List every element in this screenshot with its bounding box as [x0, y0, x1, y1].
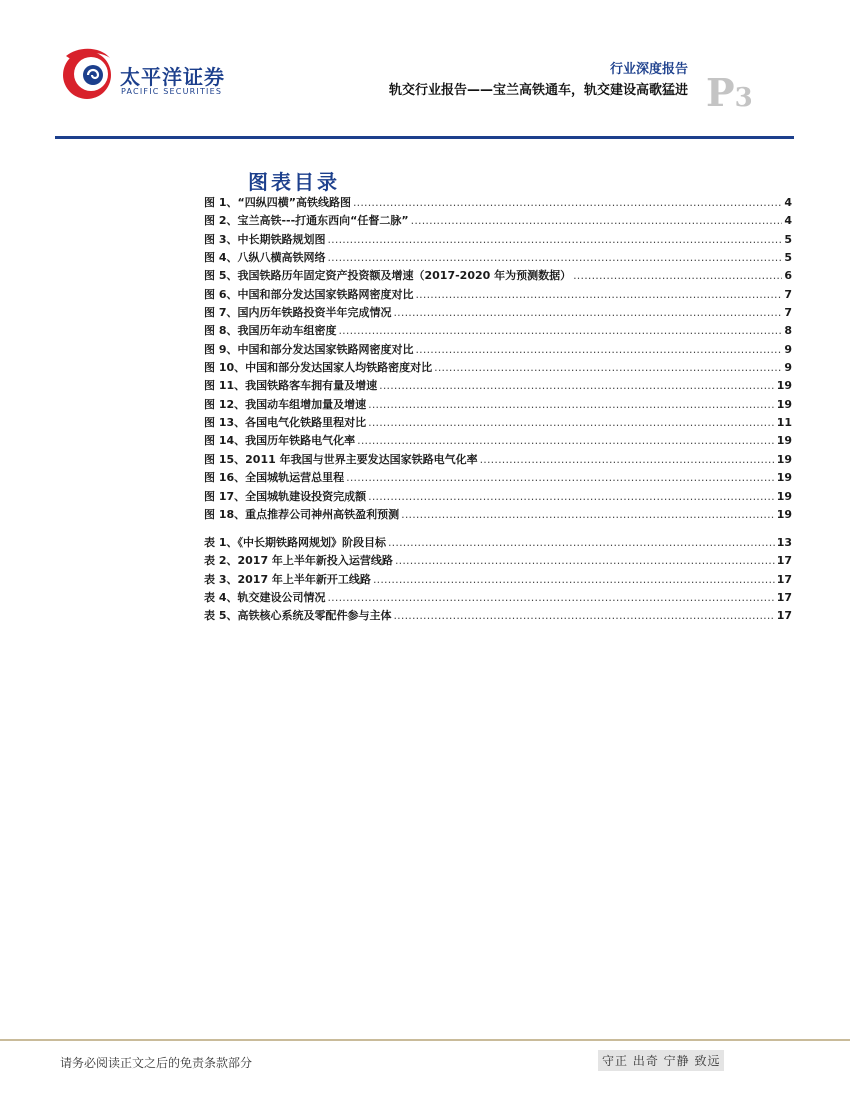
leader-dots — [379, 377, 775, 395]
table-list — [204, 534, 792, 626]
toc-entry[interactable] — [204, 359, 792, 377]
page-prefix: P — [706, 70, 735, 115]
toc-entry[interactable] — [204, 506, 792, 524]
toc-entry[interactable] — [204, 286, 792, 304]
toc-entry[interactable] — [204, 451, 792, 469]
toc-entry-page: 7 — [784, 306, 792, 320]
toc-entry-label: 图 5、我国铁路历年固定资产投资额及增速（2017-2020 年为预测数据） — [204, 269, 572, 283]
report-title: 轨交行业报告——宝兰高铁通车，轨交建设高歌猛进 — [388, 83, 688, 98]
leader-dots — [388, 534, 775, 552]
leader-dots — [395, 552, 775, 570]
toc-entry[interactable] — [204, 194, 792, 212]
toc-entry-label: 图 15、2011 年我国与世界主要发达国家铁路电气化率 — [204, 452, 478, 466]
leader-dots — [573, 267, 782, 285]
toc-entry-page: 17 — [776, 554, 792, 568]
toc-entry[interactable] — [204, 414, 792, 432]
pacific-securities-logo-icon — [58, 44, 116, 102]
toc-entry-page: 19 — [776, 471, 792, 485]
toc-entry-label: 图 18、重点推荐公司神州高铁盈利预测 — [204, 507, 400, 521]
toc-entry[interactable] — [204, 488, 792, 506]
toc-entry-page: 9 — [784, 361, 792, 375]
toc-entry-page: 5 — [784, 251, 792, 265]
toc-entry[interactable] — [204, 607, 792, 625]
toc-entry[interactable] — [204, 249, 792, 267]
footer-disclaimer: 请务必阅读正文之后的免责条款部分 — [60, 1056, 253, 1070]
toc-entry-page: 7 — [784, 287, 792, 301]
leader-dots — [415, 341, 782, 359]
toc-entry-page: 6 — [784, 269, 792, 283]
leader-dots — [368, 414, 775, 432]
page-number — [706, 70, 753, 115]
toc-entry-label: 图 6、中国和部分发达国家铁路网密度对比 — [204, 287, 414, 301]
leader-dots — [327, 249, 782, 267]
leader-dots — [368, 396, 775, 414]
leader-dots — [393, 607, 774, 625]
header-rule — [55, 136, 794, 139]
leader-dots — [480, 451, 775, 469]
leader-dots — [353, 194, 782, 212]
toc-entry-label: 图 12、我国动车组增加量及增速 — [204, 397, 367, 411]
toc-entry-label: 图 4、八纵八横高铁网络 — [204, 251, 326, 265]
toc-entry-page: 19 — [776, 489, 792, 503]
toc-entry-page: 13 — [776, 536, 792, 549]
toc-entry-label: 图 2、宝兰高铁---打通东西向“任督二脉” — [204, 214, 409, 228]
leader-dots — [393, 304, 782, 322]
toc-entry-label: 表 2、2017 年上半年新投入运营线路 — [204, 554, 393, 568]
toc-entry-page: 19 — [776, 397, 792, 411]
page-number-value: 3 — [734, 83, 753, 113]
footer-motto: 守正 出奇 宁静 致远 — [598, 1050, 724, 1071]
leader-dots — [346, 469, 775, 487]
toc-entry[interactable] — [204, 571, 792, 589]
toc-entry-page: 19 — [776, 452, 792, 466]
toc-entry-label: 图 3、中长期铁路规划图 — [204, 232, 326, 246]
figure-list — [204, 194, 792, 524]
brand-name-cn: 太平洋证券 — [120, 65, 225, 89]
toc-entry-page: 9 — [784, 342, 792, 356]
toc-entry[interactable] — [204, 341, 792, 359]
toc-entry[interactable] — [204, 231, 792, 249]
leader-dots — [411, 212, 783, 230]
toc-entry-label: 图 17、全国城轨建设投资完成额 — [204, 489, 367, 503]
toc-entry-label: 图 1、“四纵四横”高铁线路图 — [204, 196, 351, 209]
footer-rule — [0, 1039, 850, 1041]
toc-entry-page: 11 — [776, 416, 792, 430]
toc-entry-label: 图 13、各国电气化铁路里程对比 — [204, 416, 367, 430]
toc-entry-page: 5 — [784, 232, 792, 246]
leader-dots — [401, 506, 775, 524]
toc-entry[interactable] — [204, 534, 792, 552]
leader-dots — [338, 322, 782, 340]
leader-dots — [415, 286, 782, 304]
toc-entry[interactable] — [204, 552, 792, 570]
toc-entry-label: 图 16、全国城轨运营总里程 — [204, 471, 345, 485]
toc-entry-label: 图 10、中国和部分发达国家人均铁路密度对比 — [204, 361, 433, 375]
toc-entry[interactable] — [204, 589, 792, 607]
toc-entry-label: 图 7、国内历年铁路投资半年完成情况 — [204, 306, 392, 320]
report-type: 行业深度报告 — [609, 62, 688, 77]
leader-dots — [368, 488, 775, 506]
toc-entry-page: 4 — [784, 196, 792, 209]
toc-entry-page: 19 — [776, 434, 792, 448]
toc-entry-page: 19 — [776, 507, 792, 521]
leader-dots — [327, 589, 774, 607]
leader-dots — [357, 432, 775, 450]
toc-title: 图表目录 — [248, 170, 340, 194]
toc-entry-page: 8 — [784, 324, 792, 338]
toc-entry[interactable] — [204, 432, 792, 450]
leader-dots — [434, 359, 782, 377]
toc-entry-label: 表 3、2017 年上半年新开工线路 — [204, 572, 371, 586]
toc-entry[interactable] — [204, 377, 792, 395]
toc-entry[interactable] — [204, 267, 792, 285]
toc-entry-page: 17 — [776, 609, 792, 623]
toc-entry[interactable] — [204, 396, 792, 414]
toc-entry-label: 图 9、中国和部分发达国家铁路网密度对比 — [204, 342, 414, 356]
leader-dots — [373, 571, 775, 589]
toc-entry-label: 表 1、《中长期铁路网规划》阶段目标 — [204, 536, 386, 549]
toc-entry-label: 表 5、高铁核心系统及零配件参与主体 — [204, 609, 392, 623]
toc-entry-label: 图 14、我国历年铁路电气化率 — [204, 434, 356, 448]
toc-entry-page: 17 — [776, 591, 792, 605]
toc-entry-page: 4 — [784, 214, 792, 228]
toc-entry[interactable] — [204, 469, 792, 487]
toc-entry-page: 19 — [776, 379, 792, 393]
toc-entry[interactable] — [204, 304, 792, 322]
leader-dots — [327, 231, 782, 249]
toc-entry-page: 17 — [776, 572, 792, 586]
toc-entry-label: 图 11、我国铁路客车拥有量及增速 — [204, 379, 378, 393]
toc-entry[interactable] — [204, 322, 792, 340]
toc-entry-label: 表 4、轨交建设公司情况 — [204, 591, 326, 605]
toc-entry-label: 图 8、我国历年动车组密度 — [204, 324, 337, 338]
brand-name-en: PACIFIC SECURITIES — [121, 87, 223, 96]
toc-entry[interactable] — [204, 212, 792, 230]
